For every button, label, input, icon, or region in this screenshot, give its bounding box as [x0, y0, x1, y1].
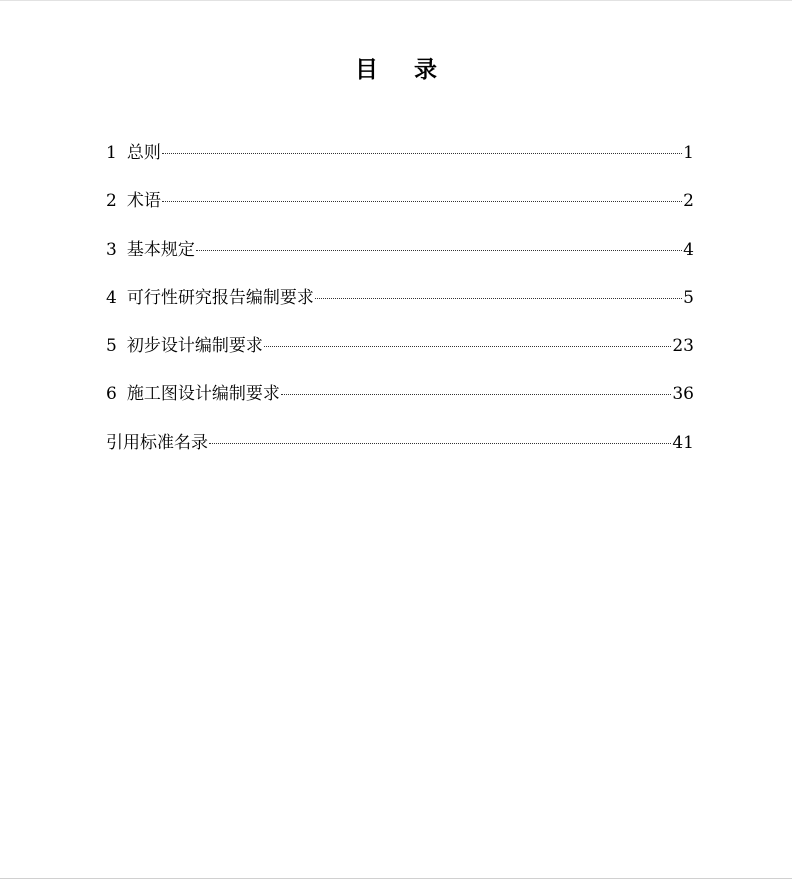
toc-entry-label: 可行性研究报告编制要求 — [126, 287, 314, 308]
toc-entry-number: 3 — [106, 239, 117, 260]
toc-entry-label: 术语 — [126, 191, 161, 212]
toc-entry-label: 施工图设计编制要求 — [126, 384, 280, 405]
toc-entry-label: 初步设计编制要求 — [126, 336, 263, 357]
toc-entry-page: 2 — [683, 191, 694, 212]
toc-entry-page: 5 — [683, 287, 694, 308]
toc-entry-label: 引用标准名录 — [106, 432, 208, 453]
toc-title: 目 录 — [354, 56, 451, 83]
toc-entry-page: 41 — [672, 432, 694, 453]
toc-entry-label: 基本规定 — [126, 239, 195, 260]
toc-entry-label: 总则 — [126, 143, 161, 163]
toc-entry-number: 6 — [106, 384, 117, 405]
toc-dot-leader — [264, 346, 672, 347]
toc-dot-leader — [209, 443, 671, 444]
page-bottom-border — [0, 878, 792, 879]
toc-entry[interactable] — [106, 382, 694, 430]
toc-dot-leader — [196, 250, 682, 251]
toc-entry[interactable] — [106, 141, 694, 189]
toc-entry-page: 4 — [683, 239, 694, 260]
toc-entry[interactable] — [106, 431, 694, 479]
toc-entry-number: 2 — [106, 191, 117, 212]
toc-dot-leader — [162, 153, 682, 154]
toc-entry-number: 1 — [106, 143, 117, 163]
toc-entry[interactable] — [106, 189, 694, 237]
toc-entry-number: 5 — [106, 336, 117, 357]
toc-list — [106, 141, 694, 479]
toc-entry-page: 36 — [672, 384, 694, 405]
page-top-border — [0, 0, 792, 1]
toc-dot-leader — [315, 298, 682, 299]
toc-entry[interactable] — [106, 238, 694, 286]
toc-dot-leader — [281, 394, 672, 395]
toc-entry-page: 23 — [672, 336, 694, 357]
toc-dot-leader — [162, 201, 682, 202]
toc-entry-page: 1 — [683, 143, 694, 163]
toc-entry-number: 4 — [106, 287, 117, 308]
toc-entry[interactable] — [106, 286, 694, 334]
toc-entry[interactable] — [106, 334, 694, 382]
